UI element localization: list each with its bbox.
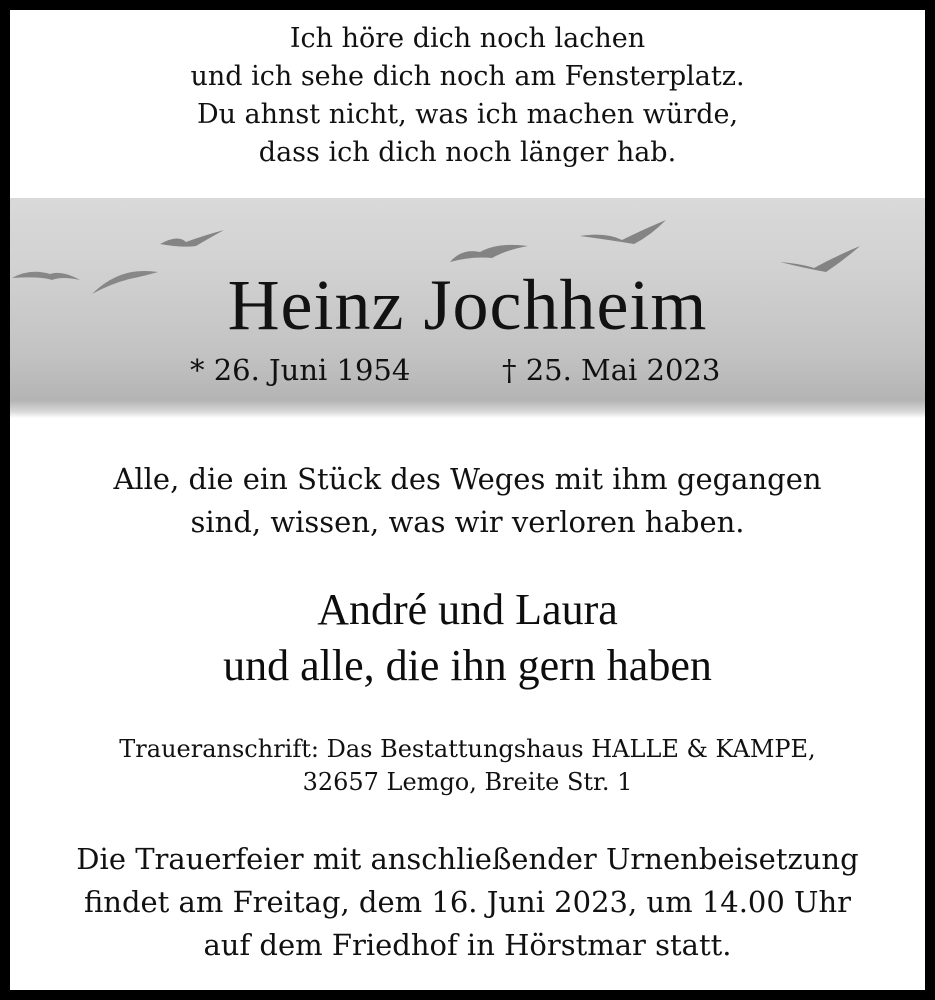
address-line: Traueranschrift: Das Bestattungshaus HALLE & KAMPE,	[119, 735, 816, 763]
saying-line: sind, wissen, was wir verloren haben.	[190, 505, 745, 539]
poem-line: Ich höre dich noch lachen	[289, 23, 646, 54]
mourners	[10, 582, 925, 694]
funeral-service-info	[10, 838, 925, 967]
service-line: auf dem Friedhof in Hörstmar statt.	[203, 928, 732, 962]
mourners-line: und alle, die ihn gern haben	[223, 641, 712, 690]
saying-line: Alle, die ein Stück des Weges mit ihm gegangen	[113, 462, 822, 496]
poem	[10, 20, 925, 172]
death-date: † 25. Mai 2023	[502, 353, 721, 387]
deceased-name: Heinz Jochheim	[227, 265, 708, 345]
poem-line: Du ahnst nicht, was ich machen würde,	[196, 99, 739, 130]
mourning-address	[10, 733, 925, 799]
mourners-line: André und Laura	[317, 585, 618, 634]
service-line: findet am Freitag, dem 16. Juni 2023, um 14.00 Uhr	[83, 885, 852, 919]
address-line: 32657 Lemgo, Breite Str. 1	[302, 768, 633, 796]
service-line: Die Trauerfeier mit anschließender Urnenbeisetzung	[76, 842, 859, 876]
poem-line: und ich sehe dich noch am Fensterplatz.	[190, 61, 745, 92]
birth-date: * 26. Juni 1954	[190, 353, 411, 387]
memorial-saying	[10, 458, 925, 544]
poem-line: dass ich dich noch länger hab.	[258, 137, 677, 168]
